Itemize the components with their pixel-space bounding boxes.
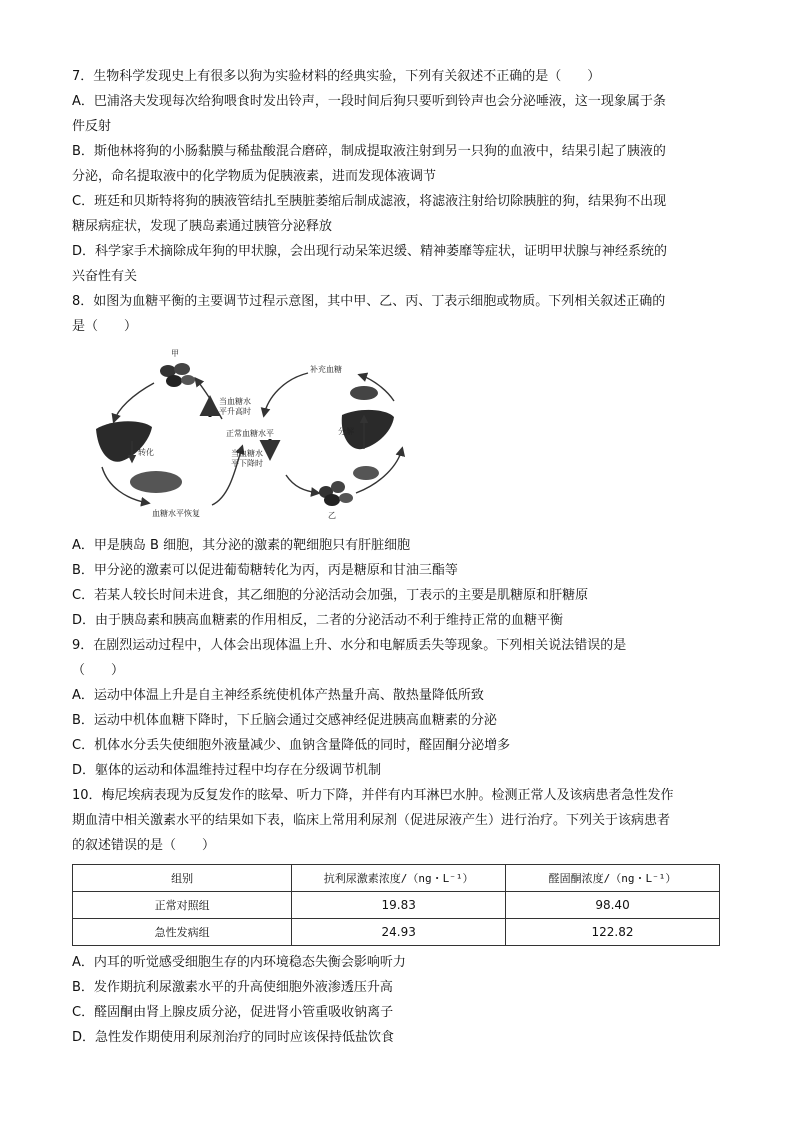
label-rise: 当血糖水平升高时	[219, 397, 251, 416]
table-cell-adh: 19.83	[292, 892, 506, 919]
q8-stem: 8．如图为血糖平衡的主要调节过程示意图，其中甲、乙、丙、丁表示细胞或物质。下列相关叙述正确的	[72, 294, 666, 309]
q9-option-a: A．运动中体温上升是自主神经系统使机体产热量升高、散热量降低所致	[72, 688, 484, 703]
q10-stem-cont: 期血清中相关激素水平的结果如下表，临床上常用利尿剂（促进尿液产生）进行治疗。下列关于该病患者	[72, 813, 671, 828]
q10-option-a: A．内耳的听觉感受细胞生存的内环境稳态失衡会影响听力	[72, 955, 406, 970]
label-jia: 甲	[171, 349, 179, 358]
table-cell-group: 正常对照组	[73, 892, 292, 919]
question-8	[72, 289, 722, 633]
q10-stem: 10．梅尼埃病表现为反复发作的眩晕、听力下降，并伴有内耳淋巴水肿。检测正常人及该病患者急性发作	[72, 788, 674, 803]
q7-option-b-cont: 分泌，命名提取液中的化学物质为促胰液素，进而发现体液调节	[72, 169, 437, 184]
diagram-graphics	[72, 357, 722, 527]
q9-option-d: D．躯体的运动和体温维持过程中均存在分级调节机制	[72, 763, 382, 778]
question-9	[72, 633, 722, 783]
q8-stem-cont: 是（ ）	[72, 319, 138, 334]
left-glycogen-icon	[130, 471, 182, 493]
label-supply-glucose: 补充血糖	[310, 365, 342, 374]
q9-option-b: B．运动中机体血糖下降时，下丘脑会通过交感神经促进胰高血糖素的分泌	[72, 713, 497, 728]
label-yi: 乙	[328, 511, 336, 520]
table-header-group: 组别	[73, 865, 292, 892]
right-granule-bottom-icon	[353, 466, 379, 480]
q9-stem-cont: （ ）	[72, 663, 125, 678]
exam-page	[72, 64, 722, 1050]
blood-glucose-diagram	[72, 349, 722, 527]
q10-option-b: B．发作期抗利尿激素水平的升高使细胞外液渗透压升高	[72, 980, 393, 995]
q9-stem: 9．在剧烈运动过程中，人体会出现体温上升、水分和电解质丢失等现象。下列相关说法错误的是	[72, 638, 627, 653]
q10-stem-cont2: 的叙述错误的是（ ）	[72, 838, 216, 853]
question-7	[72, 64, 722, 289]
table-cell-adh: 24.93	[292, 919, 506, 946]
q7-option-b: B．斯他林将狗的小肠黏膜与稀盐酸混合磨碎，制成提取液注射到另一只狗的血液中，结果引起了胰液的	[72, 144, 666, 159]
table-cell-aldosterone: 98.40	[506, 892, 720, 919]
table-header-aldosterone: 醛固酮浓度/（ng・L⁻¹）	[506, 865, 720, 892]
q7-option-c-cont: 糖尿病症状，发现了胰岛素通过胰管分泌释放	[72, 219, 333, 234]
table-header-adh: 抗利尿激素浓度/（ng・L⁻¹）	[292, 865, 506, 892]
jia-cells-icon	[160, 363, 195, 387]
q7-option-a: A．巴浦洛夫发现每次给狗喂食时发出铃声，一段时间后狗只要听到铃声也会分泌唾液，这一现象属于条	[72, 94, 666, 109]
right-granule-top-icon	[350, 386, 378, 400]
q7-option-d: D．科学家手术摘除成年狗的甲状腺，会出现行动呆笨迟缓、精神萎靡等症状，证明甲状腺与神经系统的	[72, 244, 668, 259]
table-row	[73, 919, 720, 946]
q7-option-d-cont: 兴奋性有关	[72, 269, 138, 284]
q9-option-c: C．机体水分丢失使细胞外液量减少、血钠含量降低的同时，醛固酮分泌增多	[72, 738, 511, 753]
table-header-row	[73, 865, 720, 892]
table-cell-group: 急性发病组	[73, 919, 292, 946]
question-10	[72, 783, 722, 1050]
q7-option-c: C．班廷和贝斯特将狗的胰液管结扎至胰脏萎缩后制成滤液，将滤液注射给切除胰脏的狗，结果狗不出现	[72, 194, 667, 209]
yi-cells-icon	[319, 481, 353, 506]
label-recover: 血糖水平恢复	[152, 509, 200, 518]
label-normal-level: 正常血糖水平	[226, 429, 274, 438]
label-decompose: 分解	[338, 427, 354, 436]
arrow-normal-to-yi	[286, 475, 318, 493]
table-cell-aldosterone: 122.82	[506, 919, 720, 946]
label-fall: 当血糖水平下降时	[231, 449, 263, 468]
q10-option-c: C．醛固酮由肾上腺皮质分泌，促进肾小管重吸收钠离子	[72, 1005, 394, 1020]
q8-option-d: D．由于胰岛素和胰高血糖素的作用相反，二者的分泌活动不利于维持正常的血糖平衡	[72, 613, 564, 628]
q7-stem: 7．生物科学发现史上有很多以狗为实验材料的经典实验，下列有关叙述不正确的是（ ）	[72, 69, 601, 84]
hormone-table	[72, 864, 720, 946]
q8-option-c: C．若某人较长时间未进食，其乙细胞的分泌活动会加强，丁表示的主要是肌糖原和肝糖原	[72, 588, 589, 603]
label-convert: 转化	[138, 448, 154, 457]
table-row	[73, 892, 720, 919]
q8-option-a: A．甲是胰岛 B 细胞，其分泌的激素的靶细胞只有肝脏细胞	[72, 538, 411, 553]
q7-option-a-cont: 件反射	[72, 119, 112, 134]
q8-option-b: B．甲分泌的激素可以促进葡萄糖转化为丙，丙是糖原和甘油三酯等	[72, 563, 458, 578]
arrow-supply-to-normal	[264, 373, 308, 415]
q10-option-d: D．急性发作期使用利尿剂治疗的同时应该保持低盐饮食	[72, 1030, 395, 1045]
arrow-jia-to-liver	[114, 383, 154, 421]
